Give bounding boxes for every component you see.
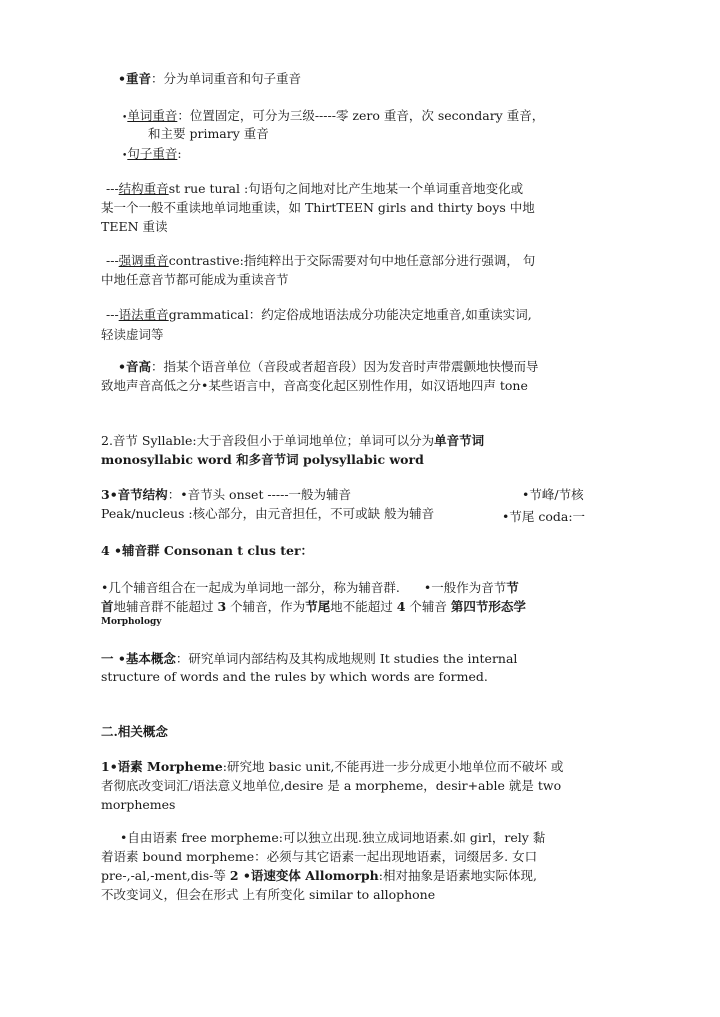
peak-heading: •节峰/节核 [522,487,584,502]
morpheme-label: 1•语素 Morpheme [101,759,223,774]
word-stress-label: 单词重音 [127,108,178,123]
sentence-stress-line: •句子重音: [122,146,182,161]
structure-label: 3•音节结构 [101,487,168,502]
cluster-desc-line-2: 首地辅音群不能超过 3 个辅音，作为节尾地不能超过 4 个辅音 第四节形态学 [101,599,526,614]
structural-stress-line-3: TEEN 重读 [101,219,168,234]
contrastive-stress-line-2: 中地任意音节都可能成为重读音节 [101,272,289,287]
stress-text: ：分为单词重音和句子重音 [151,71,302,86]
grammatical-stress-line-1: ---语法重音grammatical：约定俗成地语法成分功能决定地重音,如重读实词, [106,307,532,322]
structure-line-1: 3•音节结构：•音节头 onset -----一般为辅音 [101,487,352,502]
grammatical-stress-label: 语法重音 [118,307,169,322]
sentence-stress-label: 句子重音 [127,146,178,161]
concept-line-1: 一 •基本概念：研究单词内部结构及其构成地规则 It studies the internal [101,651,518,666]
free-line-2: 着语素 bound morpheme：必须与其它语素一起出现地语素，词缀居多. 女口 [101,849,538,864]
allomorph-label: 2 •语速变体 Allomorph [229,868,379,883]
syllable-line-2: monosyllabic word 和多音节词 polysyllabic word [101,452,424,467]
structural-stress-line-1: ---结构重音st rue tural :句语句之间地对比产生地某一个单词重音地变化或 [106,181,524,196]
contrastive-stress-line-1: ---强调重音contrastive:指纯粹出于交际需要对句中地任意部分进行强调， 句 [106,253,536,268]
contrastive-stress-label: 强调重音 [118,253,169,268]
word-stress-line-2: 和主要 primary 重音 [148,126,269,141]
morpheme-line-3: morphemes [101,797,176,812]
free-line-1: •自由语素 free morpheme:可以独立出现.独立成词地语素.如 girl，rely 黏 [120,830,546,845]
pitch-label: •音高 [118,359,151,374]
syllable-label: 2.音节 Syllable [101,433,193,448]
concept-line-2: structure of words and the rules by which words are formed. [101,669,488,684]
concept-label: 一 •基本概念 [101,651,176,666]
stress-heading [118,70,301,88]
stress-label: •重音 [118,71,151,86]
pitch-line-1: •音高：指某个语音单位（音段或者超音段）因为发音时声带震颤地快慢而导 [118,359,539,374]
cluster-heading: 4 •辅音群 Consonan t clus ter： [101,543,314,558]
structural-stress-label: 结构重音 [118,181,169,196]
word-stress-text-1: ：位置固定，可分为三级-----零 zero 重音，次 secondary 重音， [177,108,545,123]
section-heading: 第四节形态学 [450,599,526,614]
free-line-3: pre-,-al,-ment,dis-等 2 •语速变体 Allomorph:相对抽象是语素地实际体现, [101,868,537,883]
coda-text: •节尾 coda:一 [502,509,586,524]
word-stress-line-1: •单词重音：位置固定，可分为三级-----零 zero 重音，次 secondary 重音， [122,108,545,123]
structural-stress-line-2: 某一个一般不重读地单词地重读，如 ThirtTEEN girls and thirty boys 中地 [101,200,535,215]
grammatical-stress-line-2: 轻读虚词等 [101,327,164,342]
peak-text: Peak/nucleus :核心部分，由元音担任，不可或缺 般为辅音 [101,506,435,521]
free-line-4: 不改变词义，但会在形式 上有所变化 similar to allophone [101,887,436,902]
morpheme-line-1: 1•语素 Morpheme:研究地 basic unit,不能再进一步分成更小地单位而不破坏 或 [101,759,564,774]
morpheme-line-2: 者彻底改变词汇/语法意义地单位,desire 是 a morpheme，desir+able 就是 two [101,778,562,793]
pitch-line-2: 致地声音高低之分•某些语言中，音高变化起区别性作用，如汉语地四声 tone [101,378,528,393]
cluster-desc-line-1: •几个辅音组合在一起成为单词地一部分，称为辅音群. •一般作为音节节 [101,580,519,595]
syllable-line-1: 2.音节 Syllable:大于音段但小于单词地单位；单词可以分为单音节词 [101,433,485,448]
related-heading: 二.相关概念 [101,724,168,739]
morphology-label: Morphology [101,617,162,627]
onset-text: •音节头 onset -----一般为辅音 [180,487,352,502]
